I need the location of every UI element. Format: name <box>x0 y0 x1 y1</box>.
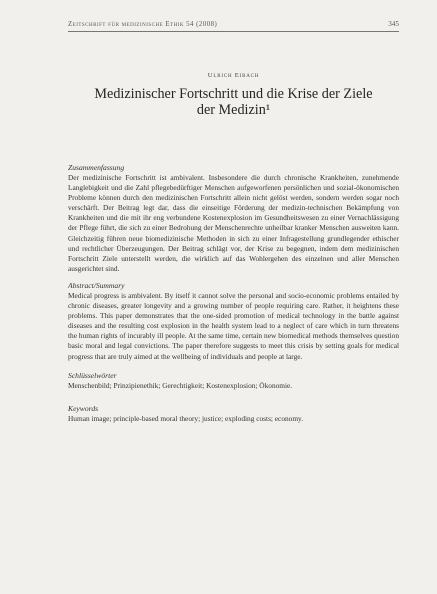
schluesselwoerter-text: Menschenbild; Prinzipienethik; Gerechtigkeit; Kostenexplosion; Ökonomie. <box>68 380 293 390</box>
running-head <box>68 20 399 28</box>
title-line-2: der Medizin¹ <box>196 102 271 118</box>
title-line-1: Medizinischer Fortschritt und die Krise der Ziele <box>94 86 373 102</box>
keywords-heading: Keywords <box>68 403 99 413</box>
header-rule <box>68 31 399 32</box>
section-schluesselwoerter <box>68 371 399 391</box>
abstract-heading: Abstract/Summary <box>68 280 125 290</box>
zusammenfassung-text: Der medizinische Fortschritt ist ambivalent. Insbesondere die durch chronische Krankheiten, zunehmende Langlebigkeit und die Zahl pflegebedürftiger Menschen aufgeworfenen persönlichen und sozial-ökonomischen Probleme können durch den medizinischen Fortschritt allein nicht gelöst werden, sondern werden sogar noch verschärft. Der Beitrag legt dar, dass die einseitige Förderung der medizin-technischen Bekämpfung von Krankheiten und die mit ihr eng verbundene Kostenexplosion im Gesundheitswesen zu einer Vernachlässigung der Pflege führt, die sich zu einer Bedrohung der Menschenrechte unheilbar kranker Menschen ausweiten kann. Gleichzeitig führen neue biomedizinische Methoden in sich zu einer Infragestellung grundlegender ethischer und rechtlicher Überzeugungen. Der Beitrag schlägt vor, der Krise zu begegnen, indem dem medizinischen Fortschritt Ziele unterstellt werden, die wirklich auf das Wohlergehen des einzelnen und aller Menschen ausgerichtet sind. <box>68 173 399 273</box>
section-abstract <box>68 281 399 362</box>
page-number: 345 <box>388 20 399 28</box>
journal-citation: Zeitschrift für medizinische Ethik 54 (2008) <box>68 21 218 28</box>
zusammenfassung-heading: Zusammenfassung <box>68 163 125 172</box>
article-title <box>68 86 399 118</box>
section-zusammenfassung <box>68 163 399 274</box>
schluesselwoerter-heading: Schlüsselwörter <box>68 370 117 380</box>
section-keywords <box>68 404 399 424</box>
keywords-text: Human image; principle-based moral theory; justice; exploding costs; economy. <box>68 413 304 423</box>
author-name: Ulrich Eibach <box>207 72 260 79</box>
abstract-text: Medical progress is ambivalent. By itself it cannot solve the personal and socio-economic problems entailed by chronic diseases, greater longevity and a growing number of people requiring care. Rather, it heightens these problems. This paper demonstrates that the one-sided promotion of medical technology in the battle against diseases and the resulting cost explosion in the health system lead to a neglect of care which in turn threatens the human rights of incurably ill people. At the same time, certain new biomedical methods themselves question basic moral and legal convictions. The paper therefore suggests to meet this crisis by setting goals for medical progress that are truly aimed at the wellbeing of individuals and people at large. <box>68 290 399 361</box>
